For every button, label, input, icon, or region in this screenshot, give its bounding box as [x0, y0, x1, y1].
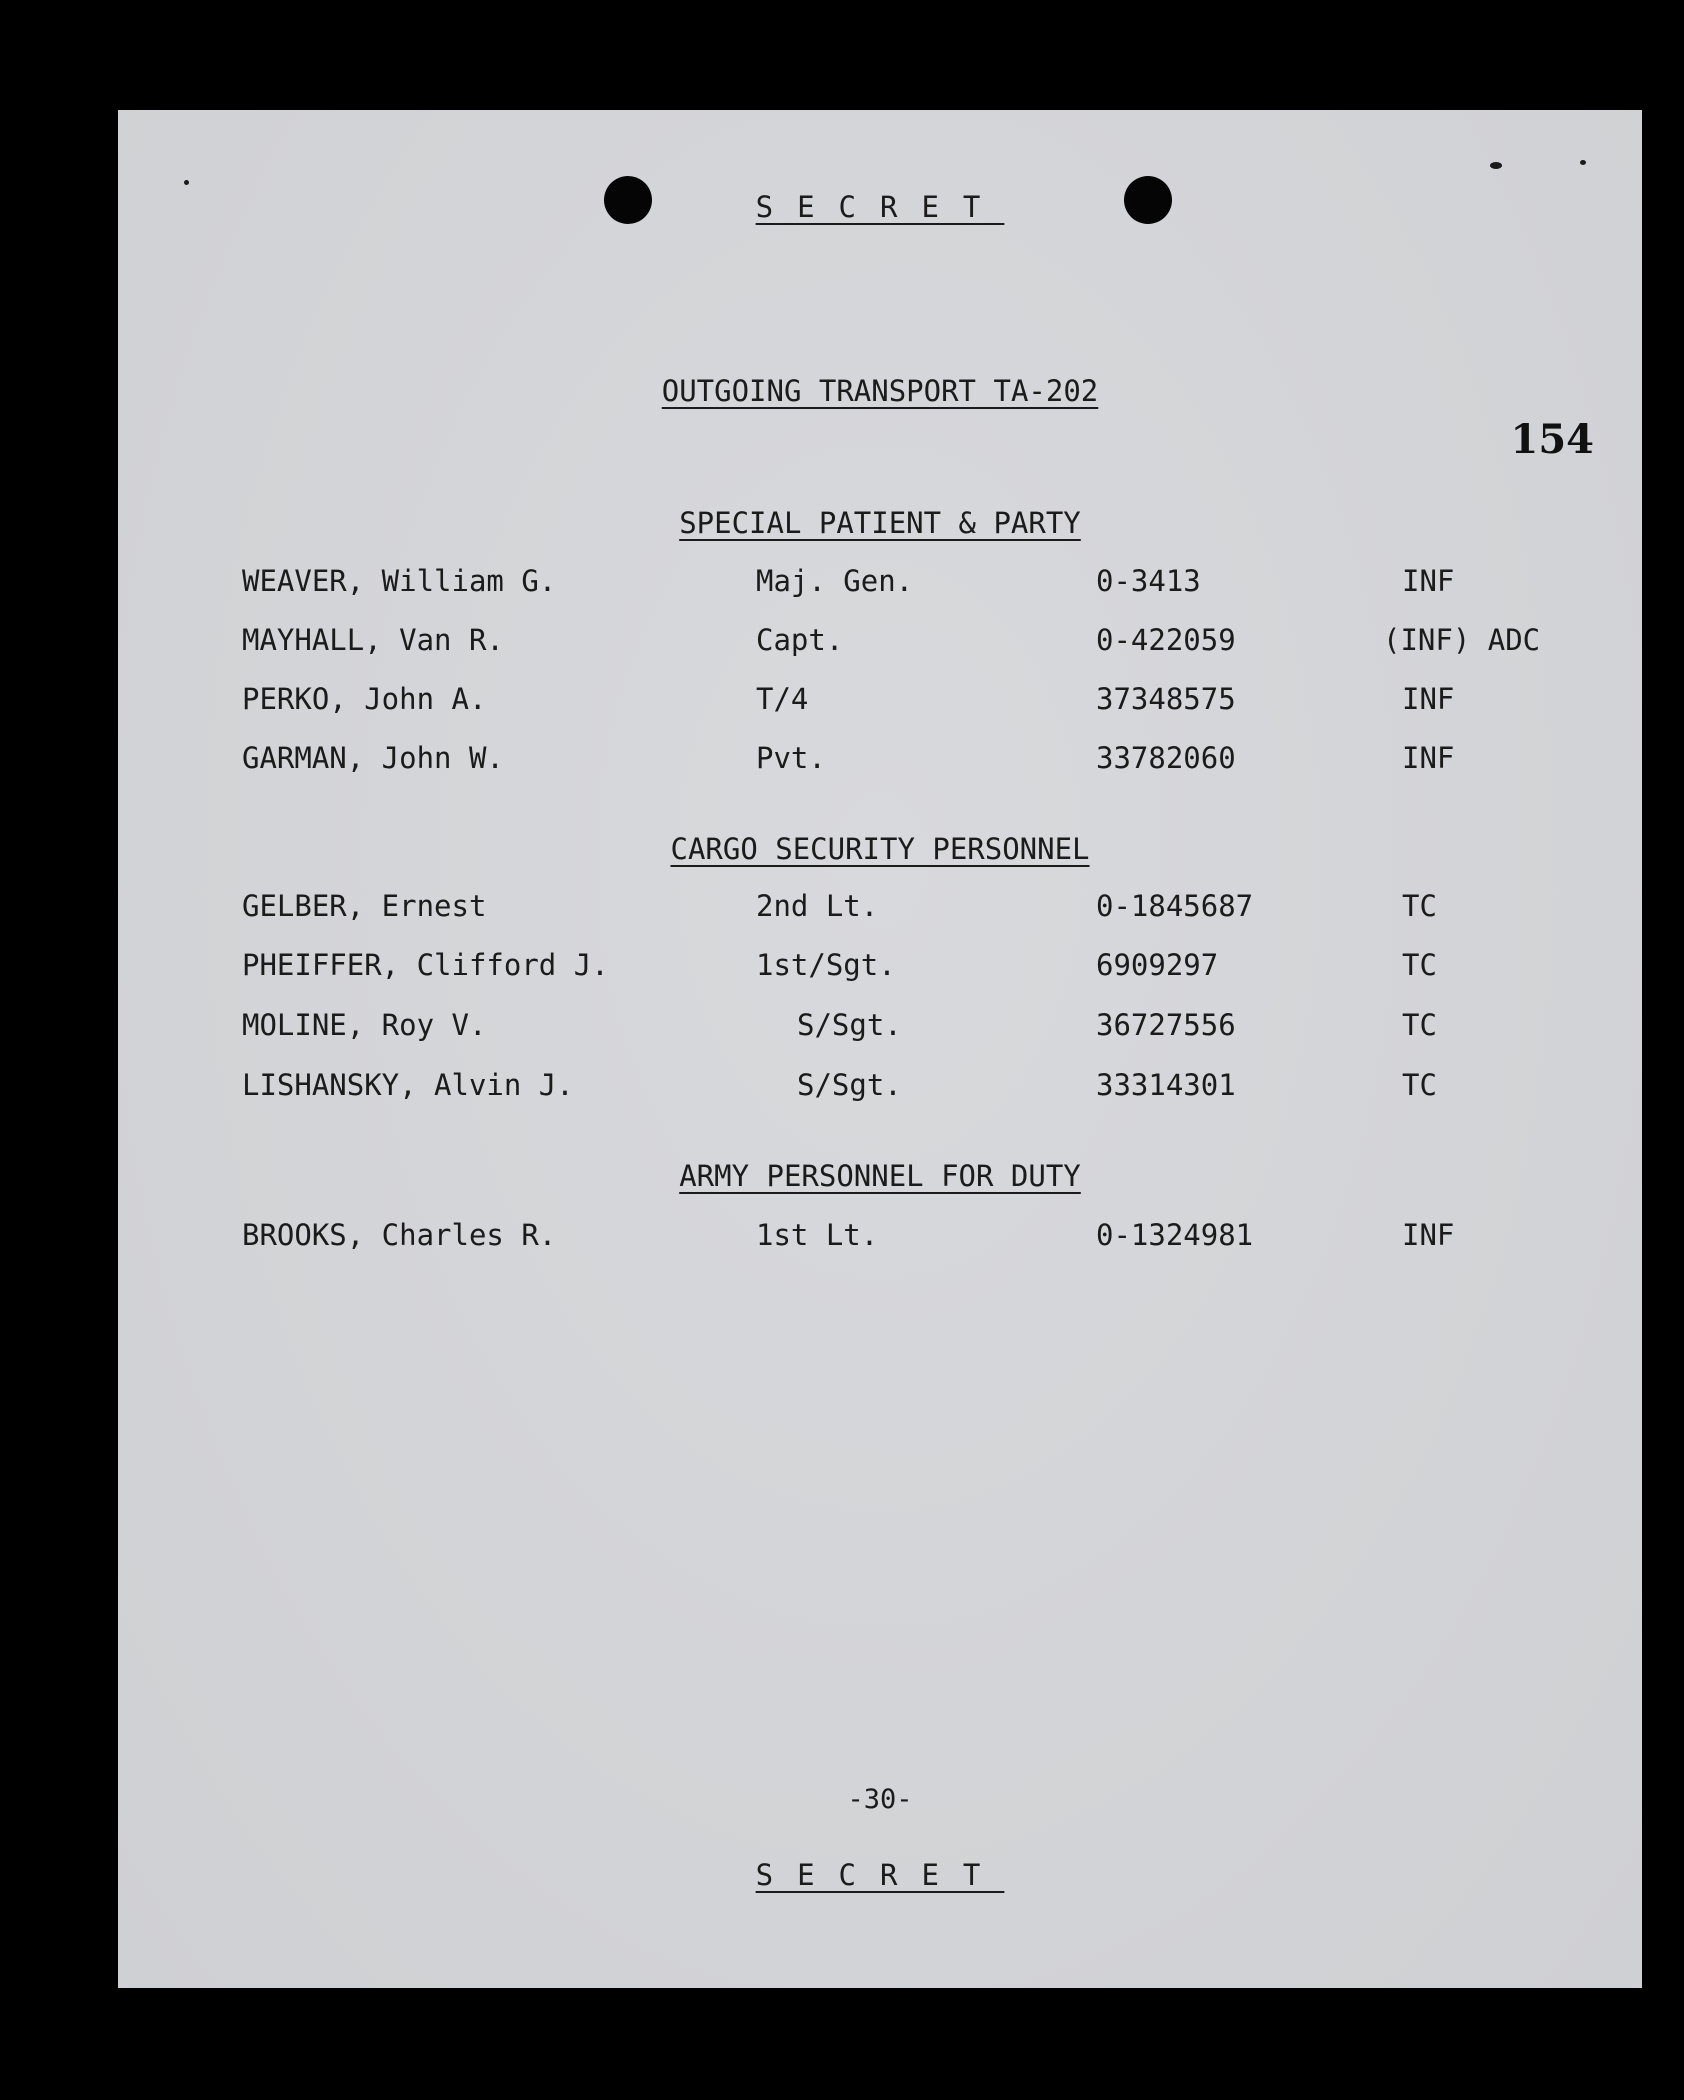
rank-cell: Capt.	[756, 623, 844, 657]
branch-cell: INF	[1402, 682, 1455, 716]
name-cell: PHEIFFER, Clifford J.	[242, 948, 609, 982]
section-heading: ARMY PERSONNEL FOR DUTY	[679, 1159, 1081, 1193]
branch-cell: TC	[1402, 948, 1437, 982]
personnel-row	[118, 1218, 1642, 1258]
name-cell: PERKO, John A.	[242, 682, 487, 716]
section-heading: CARGO SECURITY PERSONNEL	[670, 832, 1090, 866]
rank-cell: 2nd Lt.	[756, 889, 879, 923]
document-page	[118, 110, 1642, 1988]
rank-cell: S/Sgt.	[797, 1008, 902, 1042]
page-footer-number: -30-	[847, 1784, 913, 1815]
classification-top: SECRET	[755, 190, 1005, 224]
rank-cell: S/Sgt.	[797, 1068, 902, 1102]
personnel-row	[118, 1008, 1642, 1048]
name-cell: GARMAN, John W.	[242, 741, 504, 775]
branch-cell: INF	[1402, 564, 1455, 598]
branch-cell: (INF) ADC	[1383, 623, 1541, 657]
serial-cell: 0-3413	[1096, 564, 1201, 598]
serial-cell: 37348575	[1096, 682, 1236, 716]
paper-speck	[1490, 162, 1502, 169]
branch-cell: TC	[1402, 889, 1437, 923]
paper-speck	[1580, 160, 1586, 165]
rank-cell: 1st Lt.	[756, 1218, 879, 1252]
serial-cell: 0-1845687	[1096, 889, 1254, 923]
personnel-row	[118, 948, 1642, 988]
branch-cell: TC	[1402, 1008, 1437, 1042]
name-cell: BROOKS, Charles R.	[242, 1218, 557, 1252]
name-cell: LISHANSKY, Alvin J.	[242, 1068, 574, 1102]
name-cell: MOLINE, Roy V.	[242, 1008, 487, 1042]
name-cell: GELBER, Ernest	[242, 889, 487, 923]
page-stamp-number: 154	[1510, 416, 1594, 463]
personnel-row	[118, 682, 1642, 722]
classification-bottom: SECRET	[755, 1858, 1005, 1892]
rank-cell: 1st/Sgt.	[756, 948, 896, 982]
section-heading: SPECIAL PATIENT & PARTY	[679, 506, 1081, 540]
serial-cell: 6909297	[1096, 948, 1219, 982]
rank-cell: Pvt.	[756, 741, 826, 775]
personnel-row	[118, 889, 1642, 929]
personnel-row	[118, 1068, 1642, 1108]
name-cell: MAYHALL, Van R.	[242, 623, 504, 657]
personnel-row	[118, 623, 1642, 663]
serial-cell: 33314301	[1096, 1068, 1236, 1102]
rank-cell: Maj. Gen.	[756, 564, 914, 598]
rank-cell: T/4	[756, 682, 809, 716]
serial-cell: 36727556	[1096, 1008, 1236, 1042]
paper-speck	[184, 180, 189, 185]
branch-cell: INF	[1402, 741, 1455, 775]
personnel-row	[118, 741, 1642, 781]
branch-cell: INF	[1402, 1218, 1455, 1252]
serial-cell: 33782060	[1096, 741, 1236, 775]
serial-cell: 0-422059	[1096, 623, 1236, 657]
branch-cell: TC	[1402, 1068, 1437, 1102]
name-cell: WEAVER, William G.	[242, 564, 557, 598]
document-title: OUTGOING TRANSPORT TA-202	[661, 374, 1099, 408]
personnel-row	[118, 564, 1642, 604]
serial-cell: 0-1324981	[1096, 1218, 1254, 1252]
